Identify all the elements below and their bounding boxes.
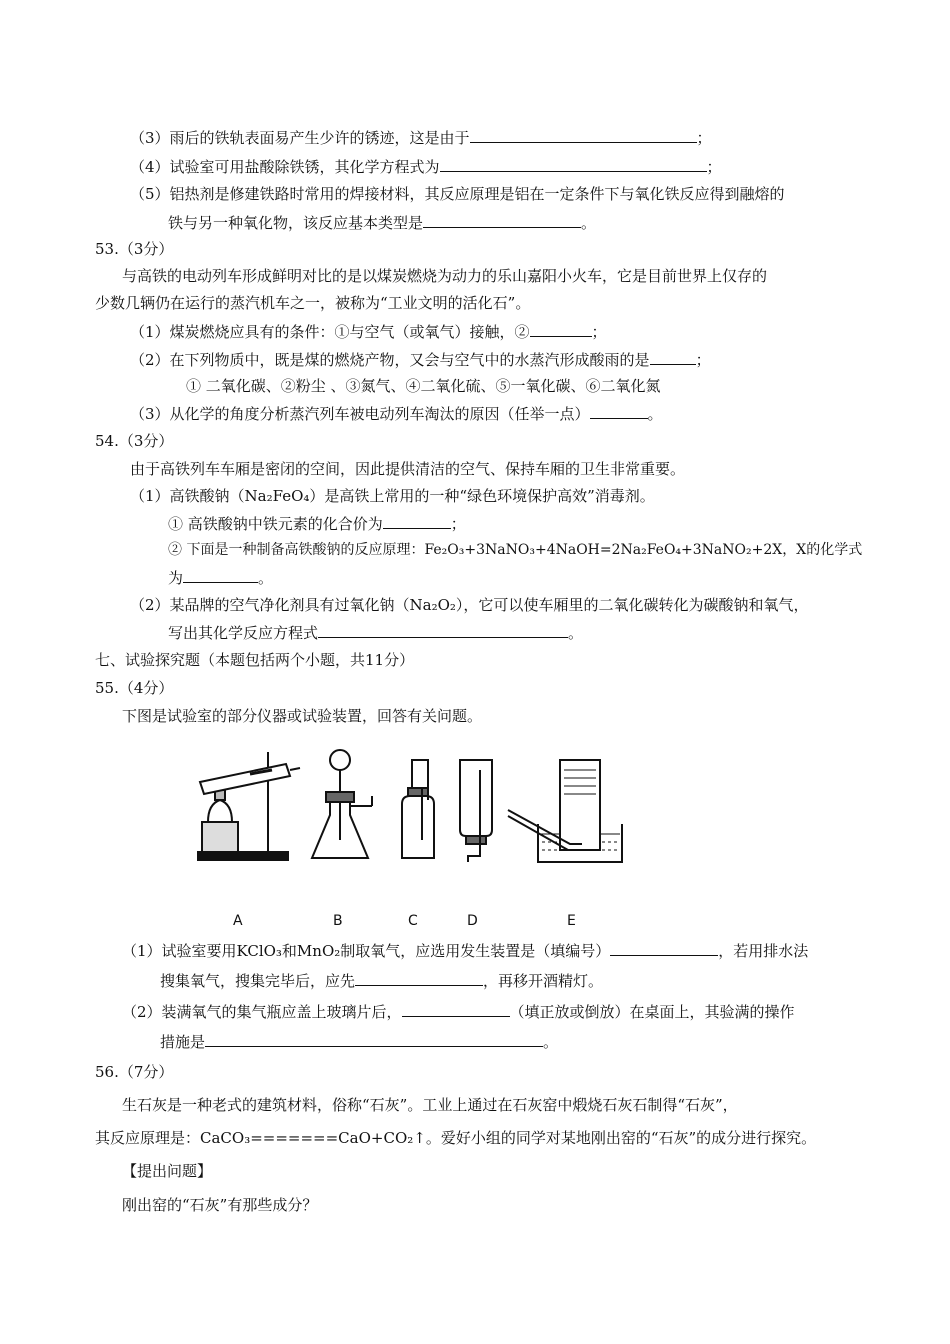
q56-heading: 56.（7分） [95,1063,174,1081]
answer-blank[interactable] [440,156,707,172]
answer-blank[interactable] [383,513,451,529]
answer-blank[interactable] [590,403,648,419]
answer-blank[interactable] [318,622,568,638]
q52-line-5b: 铁与另一种氧化物，该反应基本类型是 。 [168,214,597,232]
answer-blank[interactable] [610,940,718,956]
answer-blank[interactable] [205,1031,543,1047]
q53-paragraph-1: 与高铁的电动列车形成鲜明对比的是以煤炭燃烧为动力的乐山嘉阳小火车，它是目前世界上仅存的 [122,267,768,285]
q53-line-3: （3）从化学的角度分析蒸汽列车被电动列车淘汰的原因（任举一点） 。 [130,405,663,423]
q54-sub-2: ② 下面是一种制备高铁酸钠的反应原理：Fe₂O₃+3NaNO₃+4NaOH=2Na₂FeO₄+3NaNO₂+2X，X的化学式 [168,542,863,558]
label-d: D [467,913,478,929]
q53-line-2: （2）在下列物质中，既是煤的燃烧产物，又会与空气中的水蒸汽形成酸雨的是 ； [130,351,711,369]
q52-line-3: （3）雨后的铁轨表面易产生少许的锈迹，这是由于 ； [130,129,712,147]
answer-blank[interactable] [530,321,592,337]
q52-line-4: （4）试验室可用盐酸除铁锈，其化学方程式为 ； [130,158,722,176]
apparatus-e [508,760,622,862]
answer-blank[interactable] [423,212,581,228]
q55-heading: 55.（4分） [95,679,174,697]
q54-paragraph-1: 由于高铁列车车厢是密闭的空间，因此提供清洁的空气、保持车厢的卫生非常重要。 [130,460,686,478]
q55-line-2a: （2）装满氧气的集气瓶应盖上玻璃片后， （填正放或倒放）在桌面上，其验满的操作 [122,1003,795,1021]
answer-blank[interactable] [402,1001,510,1017]
label-b: B [333,913,343,929]
q55-line-1b: 搜集氧气，搜集完毕后，应先 ，再移开酒精灯。 [160,972,604,990]
q53-line-1: （1）煤炭燃烧应具有的条件：①与空气（或氧气）接触，② ； [130,323,607,341]
q52-line-5a: （5）铝热剂是修建铁路时常用的焊接材料，其反应原理是铝在一定条件下与氧化铁反应得到融熔的 [130,185,785,203]
answer-blank[interactable] [183,567,258,583]
answer-blank[interactable] [355,970,483,986]
q54-line-1: （1）高铁酸钠（Na₂FeO₄）是高铁上常用的一种“绿色环境保护高效”消毒剂。 [130,487,655,505]
q56-paragraph-2: 其反应原理是：CaCO₃=======CaO+CO₂↑。爱好小组的同学对某地刚出窑的“石灰”的成分进行探究。 [95,1129,817,1147]
q54-sub-1: ① 高铁酸钠中铁元素的化合价为 ； [168,515,466,533]
q55-paragraph-1: 下图是试验室的部分仪器或试验装置，回答有关问题。 [122,707,483,725]
q54-sub-2b: 为 。 [168,569,274,587]
q53-paragraph-2: 少数几辆仍在运行的蒸汽机车之一，被称为“工业文明的活化石”。 [95,294,531,312]
label-c: C [408,913,418,929]
q54-line-2a: （2）某品牌的空气净化剂具有过氧化钠（Na₂O₂），它可以使车厢里的二氧化碳转化为碳酸钠和氧气， [130,596,809,614]
q53-options: ① 二氧化碳、②粉尘 、③氮气、④二氧化硫、⑤一氧化碳、⑥二氧化氮 [186,377,661,395]
section-7-title: 七、试验探究题（本题包括两个小题，共11分） [95,651,415,669]
q56-question: 刚出窑的“石灰”有那些成分？ [122,1196,318,1214]
lab-apparatus-figure [190,740,640,870]
q56-section-heading: 【提出问题】 [122,1162,213,1180]
answer-blank[interactable] [650,349,696,365]
q55-line-1a: （1）试验室要用KClO₃和MnO₂制取氧气，应选用发生装置是（填编号） ，若用排水法 [122,942,809,960]
answer-blank[interactable] [470,127,697,143]
label-a: A [233,913,243,929]
q53-heading: 53.（3分） [95,240,174,258]
q56-paragraph-1: 生石灰是一种老式的建筑材料，俗称“石灰”。工业上通过在石灰窑中煅烧石灰石制得“石灰”， [122,1096,738,1114]
apparatus-a [198,752,300,860]
label-e: E [567,913,576,929]
apparatus-b [312,750,372,858]
q54-heading: 54.（3分） [95,432,174,450]
apparatus-d [460,760,492,862]
q55-line-2b: 措施是 。 [160,1033,559,1051]
apparatus-c [402,760,434,858]
q54-line-2b: 写出其化学反应方程式 。 [168,624,584,642]
